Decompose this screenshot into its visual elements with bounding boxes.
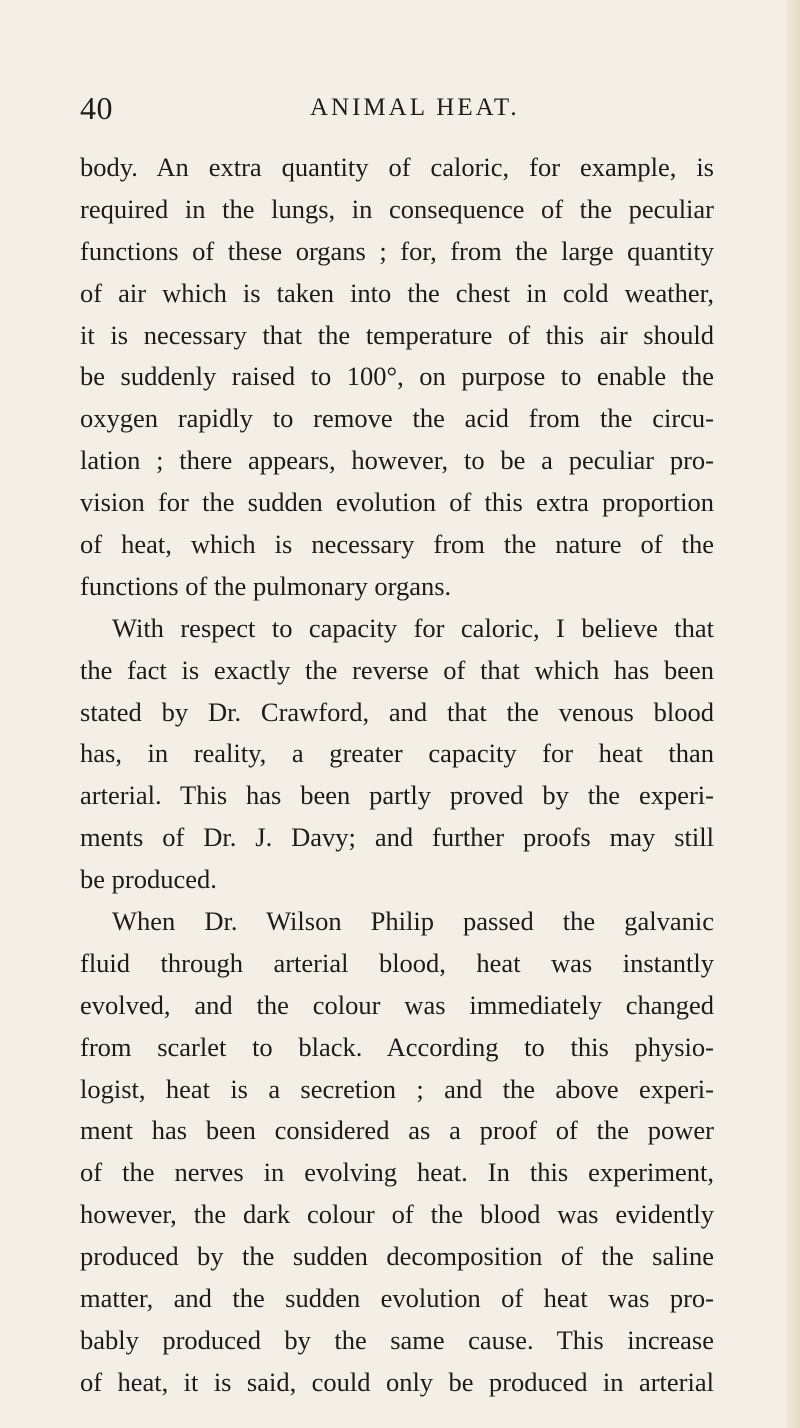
text-line: functions of the pulmonary organs. [80,570,452,601]
text-line: vision for the sudden evolution of this extra proportion [80,487,714,518]
text-line: from scarlet to black. According to this physio- [80,1031,714,1062]
text-line: matter, and the sudden evolution of heat was pro- [80,1283,714,1314]
text-line: stated by Dr. Crawford, and that the venous blood [80,696,714,727]
page-edge [786,0,800,1428]
text-line: required in the lungs, in consequence of the peculiar [80,193,714,224]
body-text [80,147,714,1404]
page-header [0,88,800,128]
text-line: ments of Dr. J. Davy; and further proofs may still [80,822,714,853]
text-line: however, the dark colour of the blood was evidently [80,1199,714,1230]
text-line: the fact is exactly the reverse of that which has been [80,654,714,685]
running-head: ANIMAL HEAT. [310,94,520,121]
text-line: evolved, and the colour was immediately changed [80,989,714,1020]
text-line: of the nerves in evolving heat. In this experiment, [80,1157,714,1188]
text-line: fluid through arterial blood, heat was instantly [80,947,714,978]
text-line: be produced. [80,864,217,895]
text-line: has, in reality, a greater capacity for heat than [80,738,714,769]
text-line: functions of these organs ; for, from the large quantity [80,235,714,266]
text-line: be suddenly raised to 100°, on purpose to enable the [80,361,714,392]
text-line: body. An extra quantity of caloric, for example, is [80,152,714,182]
text-line: When Dr. Wilson Philip passed the galvanic [112,906,714,937]
text-line: bably produced by the same cause. This increase [80,1324,714,1355]
text-line: of heat, which is necessary from the nature of the [80,529,714,560]
text-line: lation ; there appears, however, to be a peculiar pro- [80,445,714,476]
text-line: produced by the sudden decomposition of the saline [80,1241,714,1272]
text-line: ment has been considered as a proof of the power [80,1115,714,1146]
text-line: it is necessary that the temperature of this air should [80,319,714,350]
text-line: With respect to capacity for caloric, I believe that [112,612,714,643]
text-line: arterial. This has been partly proved by the experi- [80,780,714,811]
text-line: oxygen rapidly to remove the acid from the circu- [80,403,714,434]
text-line: logist, heat is a secretion ; and the above experi- [80,1073,714,1104]
text-line: of air which is taken into the chest in cold weather, [80,277,714,308]
text-line: of heat, it is said, could only be produced in arterial [80,1366,714,1397]
page-number: 40 [80,90,113,126]
